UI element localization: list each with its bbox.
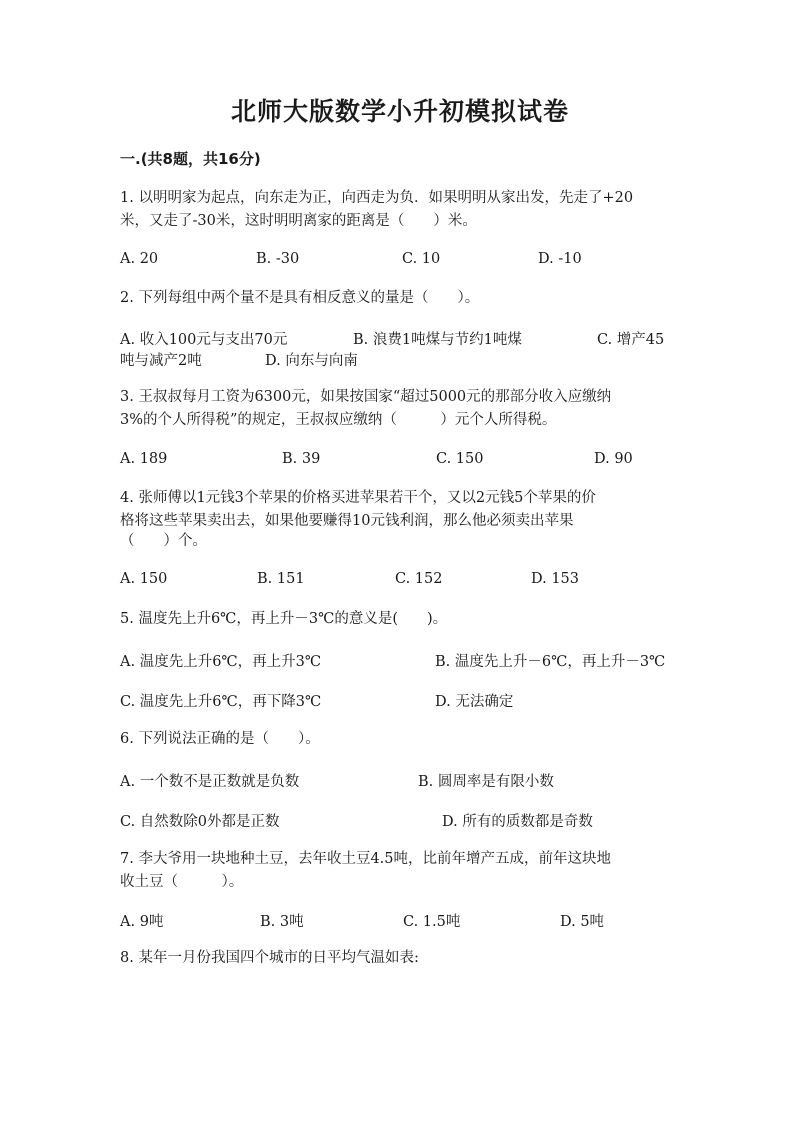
question-3-option-d: D. 90 [594, 451, 633, 467]
question-5-option-d: D. 无法确定 [435, 694, 514, 710]
question-7-line-1: 7. 李大爷用一块地种土豆，去年收土豆4.5吨，比前年增产五成，前年这块地 [120, 851, 612, 867]
question-3-option-a: A. 189 [120, 451, 168, 467]
question-7-option-d: D. 5吨 [560, 914, 605, 930]
question-1-line-1: 1. 以明明家为起点，向东走为正，向西走为负．如果明明从家出发，先走了+20 [120, 190, 634, 206]
question-7-option-b: B. 3吨 [260, 914, 304, 930]
question-1-option-d: D. -10 [538, 251, 582, 267]
question-3-option-c: C. 150 [436, 451, 484, 467]
question-5-option-c: C. 温度先上升6℃，再下降3℃ [120, 694, 322, 710]
question-2-option-c: C. 增产45 [597, 332, 665, 348]
question-1-option-c: C. 10 [402, 251, 441, 267]
question-2-option-d: D. 向东与向南 [265, 353, 358, 369]
question-2-option-b: B. 浪费1吨煤与节约1吨煤 [353, 332, 522, 348]
question-5-option-a: A. 温度先上升6℃，再上升3℃ [120, 654, 322, 670]
question-6-option-a: A. 一个数不是正数就是负数 [120, 774, 300, 790]
question-6-line-1: 6. 下列说法正确的是（ ）。 [120, 731, 320, 747]
question-2-option-c-cont: 吨与减产2吨 [120, 353, 202, 369]
question-8-line-1: 8. 某年一月份我国四个城市的日平均气温如表: [120, 950, 419, 966]
question-7-option-c: C. 1.5吨 [403, 914, 461, 930]
question-6-option-d: D. 所有的质数都是奇数 [442, 814, 593, 830]
question-1-option-b: B. -30 [256, 251, 300, 267]
question-7-option-a: A. 9吨 [120, 914, 164, 930]
question-4-option-d: D. 153 [531, 571, 580, 587]
question-6-option-c: C. 自然数除0外都是正数 [120, 814, 280, 830]
section-header: 一.(共8题，共16分) [120, 150, 261, 168]
question-4-line-1: 4. 张师傅以1元钱3个苹果的价格买进苹果若干个，又以2元钱5个苹果的价 [120, 490, 596, 506]
question-4-line-3: （ ）个。 [120, 533, 207, 549]
question-3-line-2: 3%的个人所得税”的规定，王叔叔应缴纳（ ）元个人所得税。 [120, 412, 557, 428]
question-7-line-2: 收土豆（ ）。 [120, 874, 244, 890]
question-1-option-a: A. 20 [120, 251, 159, 267]
question-1-line-2: 米，又走了-30米，这时明明离家的距离是（ ）米。 [120, 213, 477, 229]
page-title: 北师大版数学小升初模拟试卷 [230, 97, 569, 126]
question-4-line-2: 格将这些苹果卖出去，如果他要赚得10元钱利润，那么他必须卖出苹果 [120, 513, 574, 529]
question-5-line-1: 5. 温度先上升6℃，再上升－3℃的意义是( )。 [120, 611, 448, 627]
question-4-option-c: C. 152 [395, 571, 443, 587]
question-3-line-1: 3. 王叔叔每月工资为6300元，如果按国家“超过5000元的那部分收入应缴纳 [120, 389, 612, 405]
question-2-line-1: 2. 下列每组中两个量不是具有相反意义的量是（ ）。 [120, 290, 480, 306]
question-4-option-b: B. 151 [257, 571, 305, 587]
question-3-option-b: B. 39 [282, 451, 321, 467]
question-2-option-a: A. 收入100元与支出70元 [120, 332, 288, 348]
question-4-option-a: A. 150 [120, 571, 168, 587]
question-5-option-b: B. 温度先上升－6℃，再上升－3℃ [435, 654, 666, 670]
question-6-option-b: B. 圆周率是有限小数 [418, 774, 554, 790]
